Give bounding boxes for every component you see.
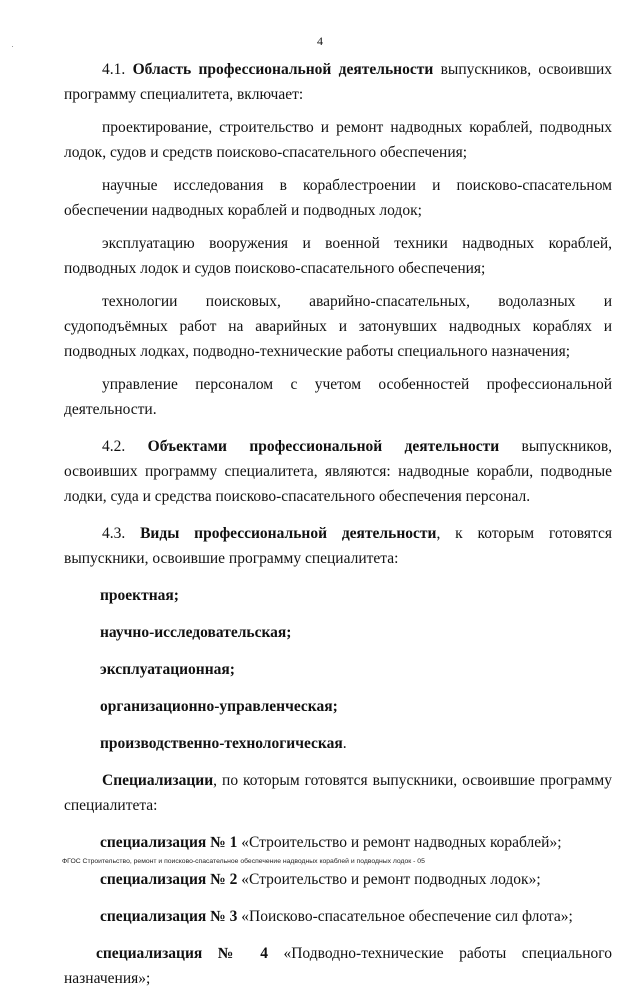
specialization-3-title: «Поисково-спасательное обеспечение сил флота»; <box>237 908 573 925</box>
activity-type-research: научно-исследовательская; <box>100 624 292 641</box>
specialization-2-label: специализация № 2 <box>100 871 238 888</box>
specialization-2 <box>100 867 612 892</box>
section-4-1-number: 4.1. <box>102 61 126 78</box>
section-4-3-text: , к которым готовятся выпускники, освоившие программу специалитета: <box>64 525 612 567</box>
specialization-4-label: специализация № 4 <box>96 945 269 962</box>
specialization-3 <box>100 904 612 929</box>
section-4-3 <box>64 521 612 571</box>
specializations-heading: Специализации <box>102 772 214 789</box>
section-4-2-number: 4.2. <box>102 438 126 455</box>
activity-type-management: организационно-управленческая; <box>100 698 338 715</box>
field-item-1: проектирование, строительство и ремонт надводных кораблей, подводных лодок, судов и средств поисково-спасательного обеспечения; <box>64 119 612 161</box>
document-footer: ФГОС Строительство, ремонт и поисково-спасательное обеспечение надводных кораблей и подводных лодок - 05 <box>62 858 425 865</box>
section-4-1-text: выпускников, освоивших программу специалитета, включает: <box>64 61 612 103</box>
section-4-1 <box>64 57 612 107</box>
document-body <box>64 57 612 991</box>
section-4-1-heading: Область профессиональной деятельности <box>132 61 434 78</box>
page-number: 4 <box>317 34 323 48</box>
activity-type-production-label: производственно-технологическая <box>100 735 343 752</box>
activity-type-operational: эксплуатационная; <box>100 661 235 678</box>
specialization-4 <box>64 941 612 991</box>
field-item-5: управление персоналом с учетом особенностей профессиональной деятельности. <box>64 376 612 418</box>
activity-type-production <box>100 731 612 756</box>
field-item-4: технологии поисковых, аварийно-спасательных, водолазных и судоподъёмных работ на аварийных и затонувших надводных кораблях и подводных лодках, подводно-технические работы специального назначения; <box>64 293 612 360</box>
specialization-4-title: «Подводно-технические работы специального назначения»; <box>64 945 612 987</box>
section-4-2 <box>64 434 612 509</box>
specialization-1 <box>100 830 612 855</box>
section-4-3-heading: Виды профессиональной деятельности <box>140 525 437 542</box>
specializations-intro <box>64 768 612 818</box>
specialization-1-label: специализация № 1 <box>100 834 238 851</box>
specialization-1-title: «Строительство и ремонт надводных кораблей»; <box>237 834 562 851</box>
section-4-3-number: 4.3. <box>102 525 126 542</box>
specialization-2-title: «Строительство и ремонт подводных лодок»; <box>237 871 541 888</box>
specialization-3-label: специализация № 3 <box>100 908 238 925</box>
section-4-2-heading: Объектами профессиональной деятельности <box>147 438 500 455</box>
field-item-3: эксплуатацию вооружения и военной техники надводных кораблей, подводных лодок и судов поисково-спасательного обеспечения; <box>64 235 612 277</box>
section-4-2-text: выпускников, освоивших программу специалитета, являются: надводные корабли, подводные лодки, суда и средства поисково-спасательного обеспечения персонал. <box>64 438 613 505</box>
specializations-intro-text: , по которым готовятся выпускники, освоившие программу специалитета: <box>64 772 612 814</box>
activity-type-design: проектная; <box>100 587 179 604</box>
field-item-2: научные исследования в кораблестроении и поисково-спасательном обеспечении надводных кораблей и подводных лодок; <box>64 177 612 219</box>
activity-type-production-tail: . <box>342 735 347 752</box>
